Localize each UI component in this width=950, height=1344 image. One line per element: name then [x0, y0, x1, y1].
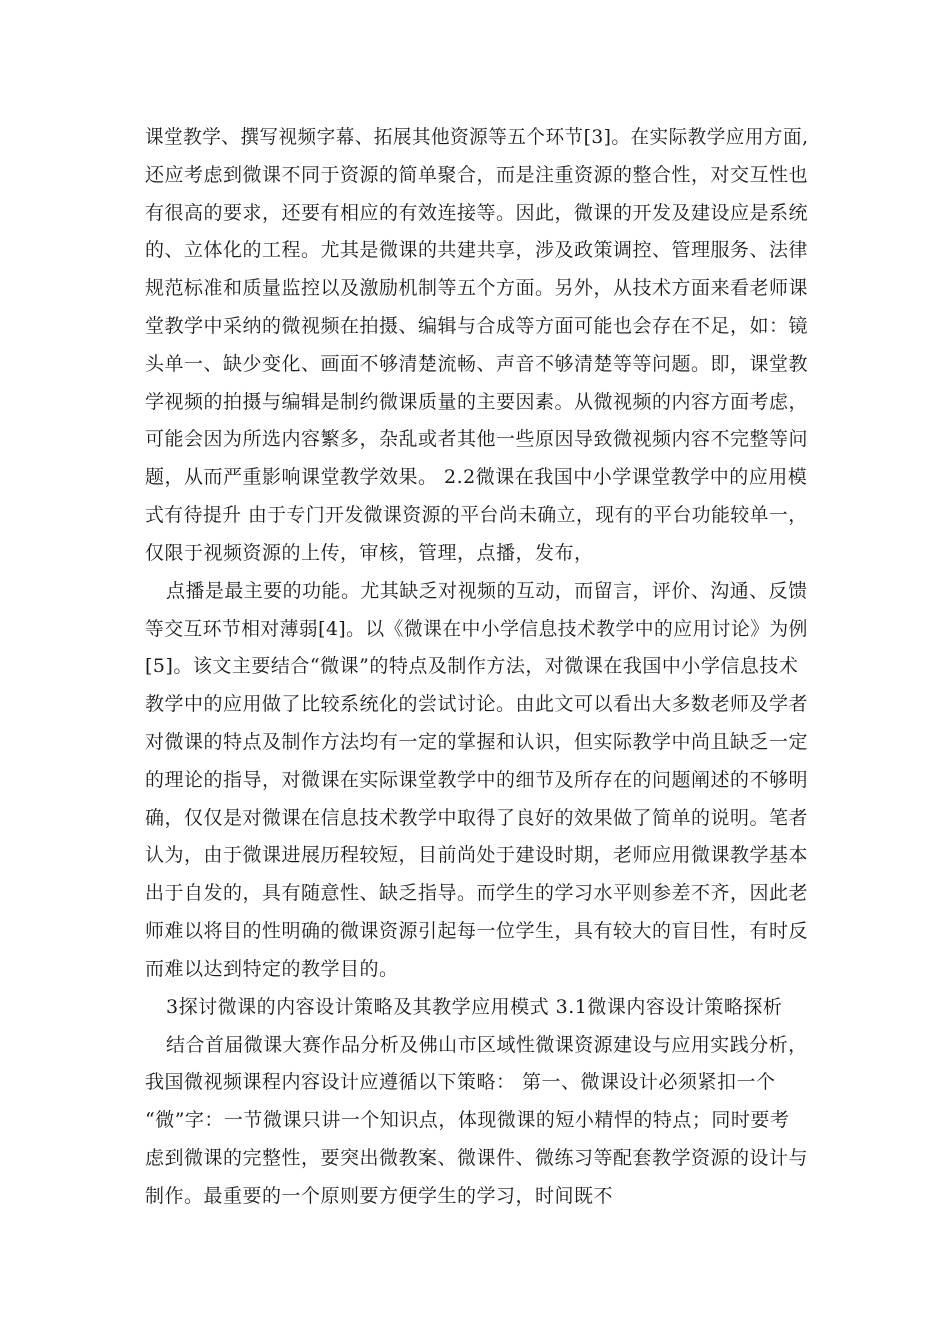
text-line: 对微课的特点及制作方法均有一定的掌握和认识，但实际教学中尚且缺乏一定: [145, 731, 809, 753]
text-line: 认为，由于微课进展历程较短，目前尚处于建设时期，老师应用微课教学基本: [145, 844, 809, 866]
text-line: 等交互环节相对薄弱[4]。以《微课在中小学信息技术教学中的应用讨论》为例: [145, 618, 808, 640]
text-line: 可能会因为所选内容繁多，杂乱或者其他一些原因导致微视频内容不完整等问: [145, 428, 809, 450]
text-line: 头单一、缺少变化、画面不够清楚流畅、声音不够清楚等等问题。即，课堂教: [145, 353, 809, 375]
text-line: 而难以达到特定的教学目的。: [145, 958, 399, 980]
text-line: 虑到微课的完整性，要突出微教案、微课件、微练习等配套教学资源的设计与: [145, 1147, 809, 1169]
text-line: 有很高的要求，还要有相应的有效连接等。因此，微课的开发及建设应是系统: [145, 202, 809, 224]
text-line: “微”字：一节微课只讲一个知识点，体现微课的短小精悍的特点；同时要考: [145, 1109, 790, 1131]
text-line: 学视频的拍摄与编辑是制约微课质量的主要因素。从微视频的内容方面考虑，: [145, 391, 809, 413]
text-line: 题，从而严重影响课堂教学效果。 2.2微课在我国中小学课堂教学中的应用模: [145, 466, 808, 488]
text-line: 堂教学中采纳的微视频在拍摄、编辑与合成等方面可能也会存在不足，如：镜: [145, 315, 809, 337]
text-line: 制作。最重要的一个原则要方便学生的学习，时间既不: [145, 1185, 614, 1207]
text-line: 的、立体化的工程。尤其是微课的共建共享，涉及政策调控、管理服务、法律: [145, 239, 809, 261]
text-line: [5]。该文主要结合“微课”的特点及制作方法，对微课在我国中小学信息技术: [145, 655, 799, 677]
text-line: 师难以将目的性明确的微课资源引起每一位学生，具有较大的盲目性，有时反: [145, 920, 809, 942]
text-line: 的理论的指导，对微课在实际课堂教学中的细节及所存在的问题阐述的不够明: [145, 769, 809, 791]
text-line: 还应考虑到微课不同于资源的简单聚合，而是注重资源的整合性，对交互性也: [145, 164, 809, 186]
text-line: 点播是最主要的功能。尤其缺乏对视频的互动，而留言，评价、沟通、反馈: [166, 580, 808, 602]
text-line: 教学中的应用做了比较系统化的尝试讨论。由此文可以看出大多数老师及学者: [145, 693, 809, 715]
text-line: 确，仅仅是对微课在信息技术教学中取得了良好的效果做了简单的说明。笔者: [145, 807, 809, 829]
text-line: 规范标准和质量监控以及激励机制等五个方面。另外，从技术方面来看老师课: [145, 277, 809, 299]
text-line: 3探讨微课的内容设计策略及其教学应用模式 3.1微课内容设计策略探析: [166, 996, 783, 1018]
text-line: 结合首届微课大赛作品分析及佛山市区域性微课资源建设与应用实践分析，: [166, 1034, 808, 1056]
text-line: 式有待提升 由于专门开发微课资源的平台尚未确立，现有的平台功能较单一，: [145, 504, 808, 526]
text-line: 我国微视频课程内容设计应遵循以下策略： 第一、微课设计必须紧扣一个: [145, 1071, 776, 1093]
text-line: 课堂教学、撰写视频字幕、拓展其他资源等五个环节[3]。在实际教学应用方面,: [145, 126, 809, 148]
text-line: 仅限于视频资源的上传，审核，管理，点播，发布，: [145, 542, 594, 564]
text-line: 出于自发的，具有随意性、缺乏指导。而学生的学习水平则参差不齐，因此老: [145, 882, 809, 904]
